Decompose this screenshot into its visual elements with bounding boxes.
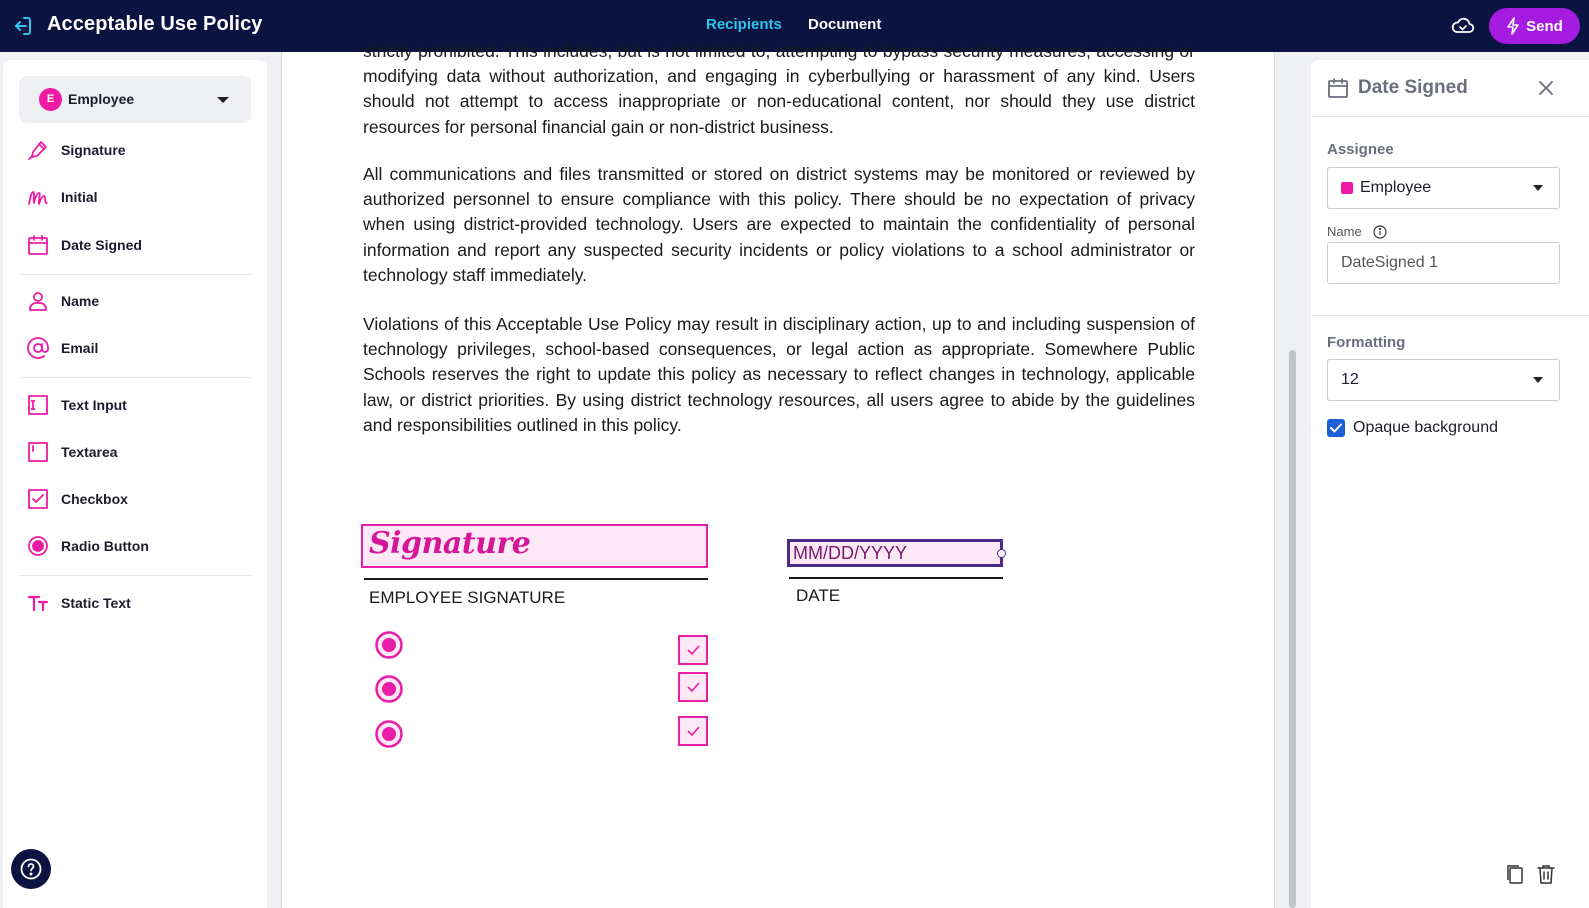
date-caption: DATE [796,586,841,605]
date-signed-field[interactable] [787,539,1003,567]
radio-field[interactable] [374,674,404,704]
lightning-icon [1506,17,1520,35]
document-page [281,41,1275,908]
help-button[interactable] [11,849,51,889]
paragraph: Violations of this Acceptable Use Policy may result in disciplinary action, up to and including suspension of technology privileges, school-based consequences, or legal action as appropriate. Somewhere Public Schools reserves the right to update this policy as necessary to reflect changes in technology, applicable law, or district priorities. By using district technology resources, all users agree to abide by the guidelines and responsibilities outlined in this policy. [363,314,1195,435]
opaque-background-label: Opaque background [1353,419,1498,436]
person-icon [26,289,50,313]
initial-icon [26,185,50,209]
checkbox-field[interactable] [678,635,708,665]
signature-caption: EMPLOYEE SIGNATURE [369,588,566,607]
caret-down-icon [1533,185,1543,191]
field-label: Checkbox [61,491,128,507]
help-icon [19,857,43,881]
text-input-icon [26,393,50,417]
date-line [789,577,1003,579]
field-radio-button[interactable] [19,528,251,564]
field-static-text[interactable] [19,585,251,621]
at-icon [26,336,50,360]
field-textarea[interactable] [19,434,251,470]
assignee-color-swatch [1341,182,1353,194]
field-label: Static Text [61,595,131,611]
field-email[interactable] [19,330,251,366]
field-checkbox[interactable] [19,481,251,517]
checkbox-field[interactable] [678,716,708,746]
field-label: Signature [61,142,126,158]
info-icon[interactable] [1373,225,1387,239]
checkbox-icon [26,487,50,511]
field-label: Date Signed [61,237,142,253]
formatting-value: 12 [1341,371,1359,388]
recipient-name: Employee [68,91,135,107]
resize-handle[interactable] [997,549,1006,558]
trash-icon[interactable] [1535,863,1557,885]
field-label: Textarea [61,444,118,460]
radio-field[interactable] [374,719,404,749]
caret-down-icon [1533,377,1543,383]
assignee-select[interactable] [1327,167,1560,209]
date-placeholder: MM/DD/YYYY [793,543,908,563]
recipient-avatar: E [39,88,62,111]
field-label: Radio Button [61,538,149,554]
textarea-icon [26,440,50,464]
name-label: Name [1327,224,1362,239]
radio-icon [26,534,50,558]
field-label: Name [61,293,100,309]
paragraph: strictly prohibited. This includes, but is not limited to, attempting to bypass security measures, accessing or modifying data without authorization, and engaging in cyberbullying or harassment of any kind. Users should not attempt to access inappropriate or non-educational content, nor should they use district resources for personal financial gain or non-district business. [363,41,1195,137]
opaque-background-checkbox[interactable] [1327,419,1345,437]
cloud-save-icon[interactable] [1450,14,1476,38]
send-label: Send [1526,17,1563,35]
tab-document[interactable]: Document [808,16,882,33]
field-text-input[interactable] [19,387,251,423]
signature-line [364,578,708,580]
paragraph: All communications and files transmitted or stored on district systems may be monitored or reviewed by authorized personnel to ensure compliance with this policy. There should be no expectation of privacy when using district-provided technology. Users are expected to maintain the confidentiality of personal information and report any suspected security incidents or policy violations to a school administrator or technology staff immediately. [363,164,1195,285]
tab-recipients[interactable]: Recipients [706,16,782,33]
field-date-signed[interactable] [19,227,251,263]
field-label: Text Input [61,397,127,413]
formatting-select[interactable] [1327,359,1560,401]
name-input[interactable]: DateSigned 1 [1327,242,1560,284]
recipient-select[interactable] [19,76,251,123]
caret-down-icon [217,97,229,103]
field-label: Initial [61,189,98,205]
checkbox-field[interactable] [678,672,708,702]
send-button[interactable] [1489,8,1580,44]
field-initial[interactable] [19,179,251,215]
divider [19,377,251,378]
scrollbar-thumb[interactable] [1289,350,1296,908]
calendar-icon [26,233,50,257]
panel-title: Date Signed [1358,77,1468,98]
close-icon[interactable] [1535,77,1557,99]
field-signature[interactable] [19,132,251,168]
panel-divider [1311,315,1589,316]
divider [19,274,251,275]
exit-icon[interactable] [10,14,34,38]
assignee-value: Employee [1360,179,1432,196]
field-label: Email [61,340,99,356]
panel-divider [1311,116,1589,117]
signature-field[interactable] [361,524,708,568]
divider [19,575,251,576]
field-sidebar [3,60,267,908]
calendar-icon [1326,76,1350,100]
document-title: Acceptable Use Policy [47,13,263,35]
radio-field[interactable] [374,630,404,660]
duplicate-icon[interactable] [1504,863,1526,885]
field-name[interactable] [19,283,251,319]
properties-panel [1311,60,1589,908]
formatting-label: Formatting [1327,334,1406,351]
signature-placeholder: Signature [369,526,531,561]
signature-pen-icon [26,138,50,162]
static-text-icon [26,591,50,615]
assignee-label: Assignee [1327,141,1394,158]
